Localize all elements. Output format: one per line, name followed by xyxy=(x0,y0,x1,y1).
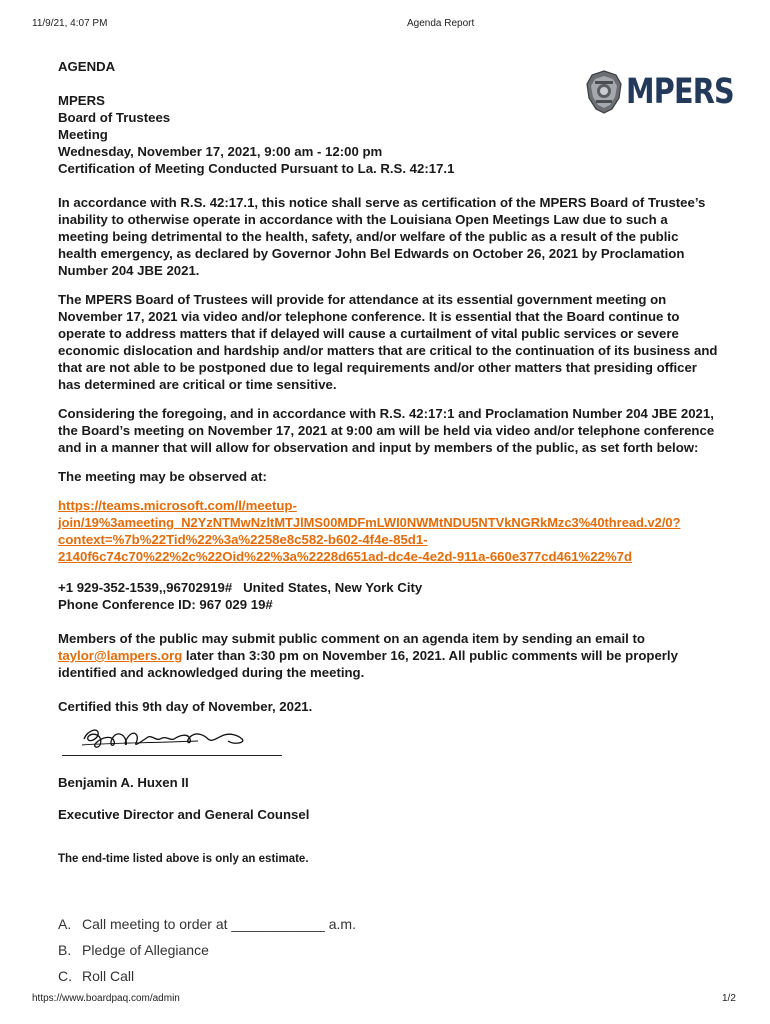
meeting-link-line-3[interactable]: context=%7b%22Tid%22%3a%2258e8c582-b602-4f4e-85d1- xyxy=(58,532,428,547)
list-item xyxy=(58,966,356,992)
print-url: https://www.boardpaq.com/admin xyxy=(32,993,180,1004)
paragraph-considering: Considering the foregoing, and in accordance with R.S. 42:17:1 and Proclamation Number 204 JBE 2021, the Board’s meeting on November 17, 2021 at 9:00 am will be held via video and/or telephone conference and in a manner that will allow for observation and input by members of the public, as set forth below: xyxy=(58,406,715,455)
signature-line xyxy=(62,755,282,756)
public-comment-before: Members of the public may submit public comment on an agenda item by sending an email to xyxy=(58,631,645,646)
item-text: Call meeting to order at ____________ a.m. xyxy=(82,916,356,932)
paragraph-attendance: The MPERS Board of Trustees will provide for attendance at its essential government meeting on November 17, 2021 via video and/or telephone conference. It is essential that the Board continue to operate to address matters that if delayed will cause a curtailment of vital public services or severe economic dislocation and hardship and/or matters that are critical to the continuation of its business and that are not able to be postponed due to legal requirements and/or other matters that presiding officer has determined are critical or time sensitive. xyxy=(58,292,718,392)
list-item xyxy=(58,940,356,966)
meeting-link-line-4[interactable]: 2140f6c74c70%22%2c%22Oid%22%3a%2228d651ad-dc4e-4e2d-911a-660e377cd461%22%7d xyxy=(58,549,633,564)
signer-title: Executive Director and General Counsel xyxy=(58,807,310,822)
print-datetime: 11/9/21, 4:07 PM xyxy=(32,18,108,29)
item-letter: A. xyxy=(58,916,72,932)
public-comment-after: later than 3:30 pm on November 16, 2021. All public comments will be properly identified and acknowledged during the meeting. xyxy=(58,648,678,680)
certification-title: Certification of Meeting Conducted Pursuant to La. R.S. 42:17.1 xyxy=(58,161,455,176)
print-title: Agenda Report xyxy=(407,18,475,29)
meeting-link-line-1[interactable]: https://teams.microsoft.com/l/meetup- xyxy=(58,498,297,513)
meeting-label: Meeting xyxy=(58,127,108,142)
print-page-number: 1/2 xyxy=(722,993,736,1004)
paragraph-certification: In accordance with R.S. 42:17.1, this notice shall serve as certification of the MPERS Board of Trustee’s inability to otherwise operate in accordance with the Louisiana Open Meetings Law due to such a meeting being detrimental to the health, safety, and/or welfare of the public as a result of the public health emergency, as declared by Governor John Bel Edwards on October 26, 2021 by Proclamation Number 204 JBE 2021. xyxy=(58,195,706,278)
public-comment-text xyxy=(58,630,718,681)
certified-date: Certified this 9th day of November, 2021. xyxy=(58,699,313,714)
org-name: MPERS xyxy=(58,93,105,108)
agenda-heading xyxy=(58,58,718,177)
observed-label: The meeting may be observed at: xyxy=(58,469,267,484)
signer-name: Benjamin A. Huxen II xyxy=(58,775,189,790)
meeting-link-line-2[interactable]: join/19%3ameeting_N2YzNTMwNzltMTJlMS00MDFmLWI0NWMtNDU5NTVkNGRkMzc3%40thread.v2/0? xyxy=(58,515,681,530)
comment-email-link[interactable]: taylor@lampers.org xyxy=(58,648,183,663)
item-letter: C. xyxy=(58,968,72,984)
agenda-items-list xyxy=(58,914,356,992)
phone-number: +1 929-352-1539,,96702919# United States, New York City xyxy=(58,580,423,595)
item-text: Roll Call xyxy=(82,968,135,984)
item-text: Pledge of Allegiance xyxy=(82,942,209,958)
meeting-link[interactable] xyxy=(58,497,718,565)
board-name: Board of Trustees xyxy=(58,110,171,125)
conference-id: Phone Conference ID: 967 029 19# xyxy=(58,597,273,612)
signature-image xyxy=(78,721,258,755)
logo-wordmark: MPERS xyxy=(626,72,734,112)
signature-block xyxy=(58,721,718,759)
meeting-datetime: Wednesday, November 17, 2021, 9:00 am - 12:00 pm xyxy=(58,144,383,159)
list-item xyxy=(58,914,356,940)
item-letter: B. xyxy=(58,942,72,958)
end-time-note: The end-time listed above is only an estimate. xyxy=(58,853,309,865)
agenda-label: AGENDA xyxy=(58,59,116,74)
